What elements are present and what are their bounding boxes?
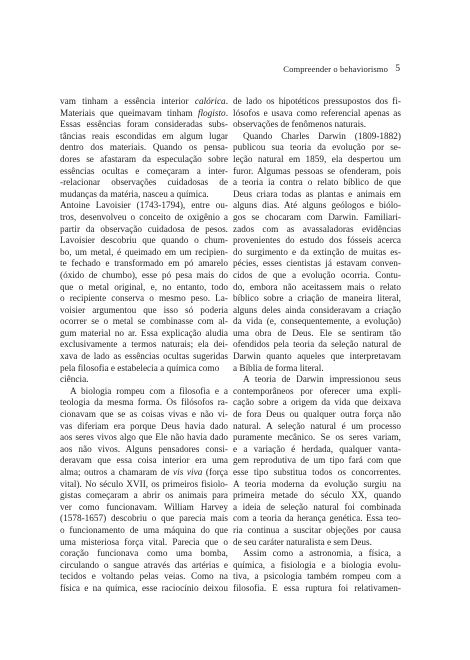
text-line: tros, desenvolveu o conceito de oxigênio a bbox=[60, 212, 228, 223]
text-line: tecidos e voltando pelas veias. Como na bbox=[60, 572, 228, 583]
text-line: leção natural em 1859, ela despertou um bbox=[233, 154, 401, 165]
text-line: com a teoria da herança genética. Essa teo- bbox=[233, 514, 401, 525]
text-line: ciência. bbox=[60, 375, 89, 386]
text-line: voisier argumentou que isso só poderia bbox=[60, 305, 228, 316]
text-line: uma misteriosa força vital. Parecia que o bbox=[60, 537, 228, 548]
text-line: A teoria de Darwin impressionou seus bbox=[243, 375, 401, 386]
text-line: dores se afastaram da especulação sobre bbox=[60, 154, 228, 165]
text-line: (1578-1657) descobriu o que parecia mais bbox=[60, 514, 228, 525]
text-line: pela filosofia e estabelecia a química como bbox=[60, 363, 220, 374]
text-line: gistas começaram a abrir os animais para bbox=[60, 491, 228, 502]
text-line: mudanças da matéria, nasceu a química. bbox=[60, 189, 209, 200]
text-line: ofendidos pela teoria da seleção natural de bbox=[233, 340, 401, 351]
text-line: cionavam que se as coisas vivas e não vi- bbox=[60, 410, 228, 421]
text-line: o funcionamento de uma máquina do que bbox=[60, 525, 228, 536]
text-line: coração funcionava como uma bomba, bbox=[60, 549, 228, 560]
text-line: aos seres vivos algo que Ele não havia dado bbox=[60, 433, 228, 444]
text-line: tiva, a psicologia também rompeu com a bbox=[233, 572, 401, 583]
text-line: publicou sua teoria da evolução por se- bbox=[233, 143, 401, 154]
text-line: cidos de que a evolução ocorria. Contu- bbox=[233, 270, 401, 281]
text-line: Assim como a astronomia, a física, a bbox=[243, 549, 401, 560]
text-line: circulando o sangue através das artérias e bbox=[60, 560, 228, 571]
text-line: alguns dias. Até alguns geólogos e biólo- bbox=[233, 201, 401, 212]
left-column bbox=[60, 97, 228, 596]
text-line: aos não vivos. Alguns pensadores consi- bbox=[60, 444, 228, 455]
text-line: alguns deles ainda consideravam a criação bbox=[233, 305, 401, 316]
text-line: química, a fisiologia e a biologia evolu- bbox=[233, 560, 401, 571]
text-line: tâncias reais escondidas em algum lugar bbox=[60, 131, 228, 142]
text-line: A teoria moderna da evolução surgiu na bbox=[233, 479, 401, 490]
text-line: esse tipo substitua todos os concorrentes. bbox=[233, 468, 401, 478]
text-line: alma; outros a chamaram de vis viva (força bbox=[60, 468, 229, 478]
text-line: primeira metade do século XX, quando bbox=[233, 491, 401, 502]
right-column bbox=[233, 97, 401, 596]
text-line: dentro dos materiais. Quando os pensa- bbox=[60, 143, 228, 154]
text-line: deravam que essa coisa interior era uma bbox=[60, 456, 228, 467]
text-line: de seu caráter naturalista e sem Deus. bbox=[233, 537, 372, 548]
text-line: da vida (e, consequentemente, a evolução) bbox=[233, 317, 401, 328]
text-line: furor. Algumas pessoas se ofenderam, pois bbox=[233, 166, 401, 177]
text-line: a Bíblia de forma literal. bbox=[233, 363, 324, 374]
text-line: (óxido de chumbo), esse pó pesa mais do bbox=[60, 270, 228, 281]
text-line: contemporâneos por oferecer uma expli- bbox=[233, 386, 401, 397]
text-line: gum material no ar. Essa explicação aludia bbox=[60, 328, 228, 339]
text-line: observações de fenômenos naturais. bbox=[233, 120, 367, 131]
text-line: Essas essências foram consideradas subs- bbox=[60, 120, 228, 131]
text-line: de fora Deus ou qualquer outra força não bbox=[233, 410, 401, 421]
text-line: zados com as avassaladoras evidências bbox=[233, 224, 401, 235]
text-line: gem reprodutiva de um tipo fará com que bbox=[233, 456, 401, 467]
text-line: xava de lado as essências ocultas sugeridas bbox=[60, 352, 228, 363]
running-header bbox=[60, 64, 400, 78]
text-line: cação sobre a origem da vida que deixava bbox=[233, 398, 401, 409]
text-line: a teoria ia contra o relato bíblico de que bbox=[233, 178, 401, 189]
text-line: -relacionar observações cuidadosas de bbox=[60, 178, 228, 189]
text-line: vam tinham a essência interior calórica. bbox=[60, 97, 228, 107]
text-line: teologia da mesma forma. Os filósofos ra- bbox=[60, 398, 228, 409]
text-line: exclusivamente a termos naturais; ela dei- bbox=[60, 340, 228, 351]
text-line: a ideia de seleção natural foi combinada bbox=[233, 502, 401, 513]
text-line: ria continua a suscitar objeções por causa bbox=[233, 525, 401, 536]
text-line: uma obra de Deus. Ele se sentiram tão bbox=[233, 328, 401, 339]
text-line: que o metal original, e, no entanto, todo bbox=[60, 282, 228, 293]
text-line: o recipiente conserva o mesmo peso. La- bbox=[60, 294, 228, 305]
text-line: pécies, esses cientistas já estavam conven- bbox=[233, 259, 401, 270]
text-line: e a variação é herdada, qualquer vanta- bbox=[233, 444, 401, 455]
text-line: Materiais que queimavam tinham flogisto. bbox=[60, 108, 228, 119]
text-line: bíblico sobre a criação de maneira literal, bbox=[233, 294, 401, 305]
text-line: vas diferiam era porque Deus havia dado bbox=[60, 421, 228, 432]
text-line: de lado os hipotéticos pressupostos dos fi- bbox=[233, 97, 401, 107]
text-line: Deus criara todas as plantas e animais em bbox=[233, 189, 401, 200]
text-line: bo, um metal, é queimado em um recipien- bbox=[60, 247, 228, 258]
text-line: gos se chocaram com Darwin. Familiari- bbox=[233, 212, 401, 223]
text-line: Darwin quanto aqueles que interpretavam bbox=[233, 352, 401, 363]
text-line: Antoine Lavoisier (1743-1794), entre ou- bbox=[60, 201, 228, 212]
text-line: do, embora não aceitassem mais o relato bbox=[233, 282, 401, 293]
text-line: Quando Charles Darwin (1809-1882) bbox=[243, 131, 401, 142]
text-line: física e na química, esse raciocínio deixou bbox=[60, 583, 228, 594]
text-line: do surgimento e da extinção de muitas es- bbox=[233, 247, 401, 258]
text-line: te fechado e transformado em pó amarelo bbox=[60, 259, 228, 270]
text-line: ocorrer se o metal se combinasse com al- bbox=[60, 317, 228, 328]
text-line: filosofia. E essa ruptura foi relativamen- bbox=[233, 583, 401, 594]
page-number: 5 bbox=[395, 64, 400, 74]
text-line: puramente mecânico. Se os seres variam, bbox=[233, 433, 401, 444]
text-line: vital). No século XVII, os primeiros fisiolo- bbox=[60, 479, 228, 490]
text-line: natural. A seleção natural é um processo bbox=[233, 421, 401, 432]
text-line: A biologia rompeu com a filosofia e a bbox=[70, 386, 228, 397]
text-line: essências ocultas e começaram a inter- bbox=[60, 166, 228, 177]
text-line: Lavoisier descobriu que quando o chum- bbox=[60, 236, 228, 247]
running-title: Compreender o behaviorismo bbox=[283, 64, 388, 74]
text-line: ver como funcionavam. William Harvey bbox=[60, 502, 228, 513]
text-line: lósofos e usava como referencial apenas as bbox=[233, 108, 401, 119]
text-line: partir da observação cuidadosa de pesos. bbox=[60, 224, 228, 235]
text-line: provenientes do estudo dos fósseis acerca bbox=[233, 236, 401, 247]
